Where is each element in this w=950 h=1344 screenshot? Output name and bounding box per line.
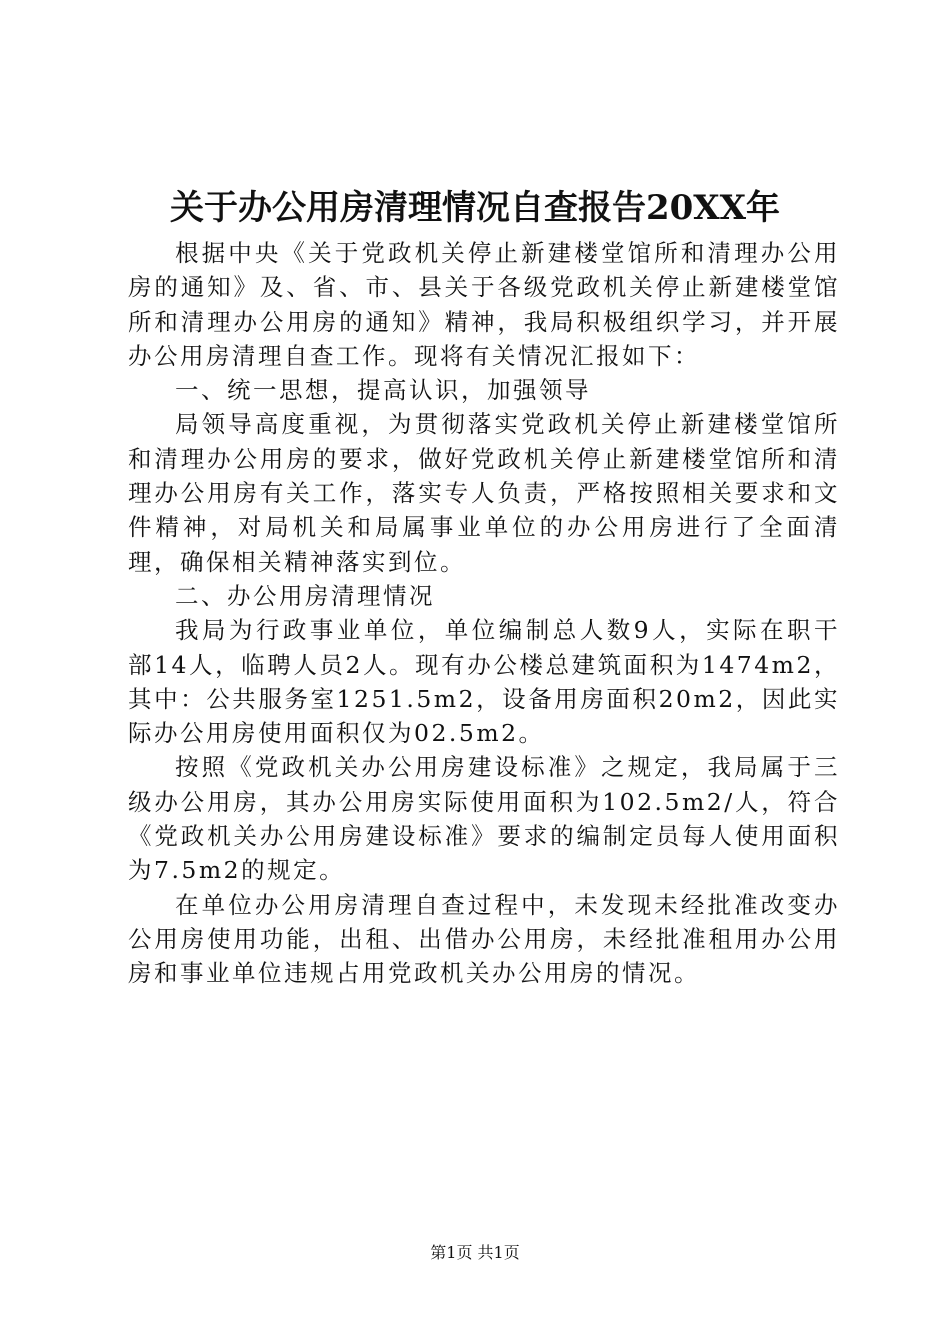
document-body	[128, 236, 840, 991]
standard-paragraph: 按照《党政机关办公用房建设标准》之规定，我局属于三级办公用房，其办公用房实际使用面积为102.5m2/人，符合《党政机关办公用房建设标准》要求的编制定员每人使用面积为7.5m2的规定。	[128, 753, 840, 885]
conclusion-paragraph: 在单位办公用房清理自查过程中，未发现未经批准改变办公用房使用功能，出租、出借办公用房，未经批准租用办公用房和事业单位违规占用党政机关办公用房的情况。	[128, 890, 840, 988]
intro-paragraph: 根据中央《关于党政机关停止新建楼堂馆所和清理办公用房的通知》及、省、市、县关于各级党政机关停止新建楼堂馆所和清理办公用房的通知》精神，我局积极组织学习，并开展办公用房清理自查工作。现将有关情况汇报如下：	[128, 239, 840, 370]
page-number-footer: 第1页 共1页	[430, 1243, 520, 1262]
leadership-paragraph: 局领导高度重视，为贯彻落实党政机关停止新建楼堂馆所和清理办公用房的要求，做好党政机关停止新建楼堂馆所和清理办公用房有关工作，落实专人负责，严格按照相关要求和文件精神，对局机关和局属事业单位的办公用房进行了全面清理，确保相关精神落实到位。	[128, 410, 840, 576]
document-title: 关于办公用房清理情况自查报告20XX年	[169, 188, 781, 228]
staffing-paragraph: 我局为行政事业单位，单位编制总人数9人，实际在职干部14人，临聘人员2人。现有办公楼总建筑面积为1474m2，其中：公共服务室1251.5m2，设备用房面积20m2，因此实际办公用房使用面积仅为02.5m2。	[128, 616, 840, 748]
section-heading-2: 二、办公用房清理情况	[175, 581, 435, 610]
section-heading-1: 一、统一思想，提高认识，加强领导	[175, 376, 591, 405]
